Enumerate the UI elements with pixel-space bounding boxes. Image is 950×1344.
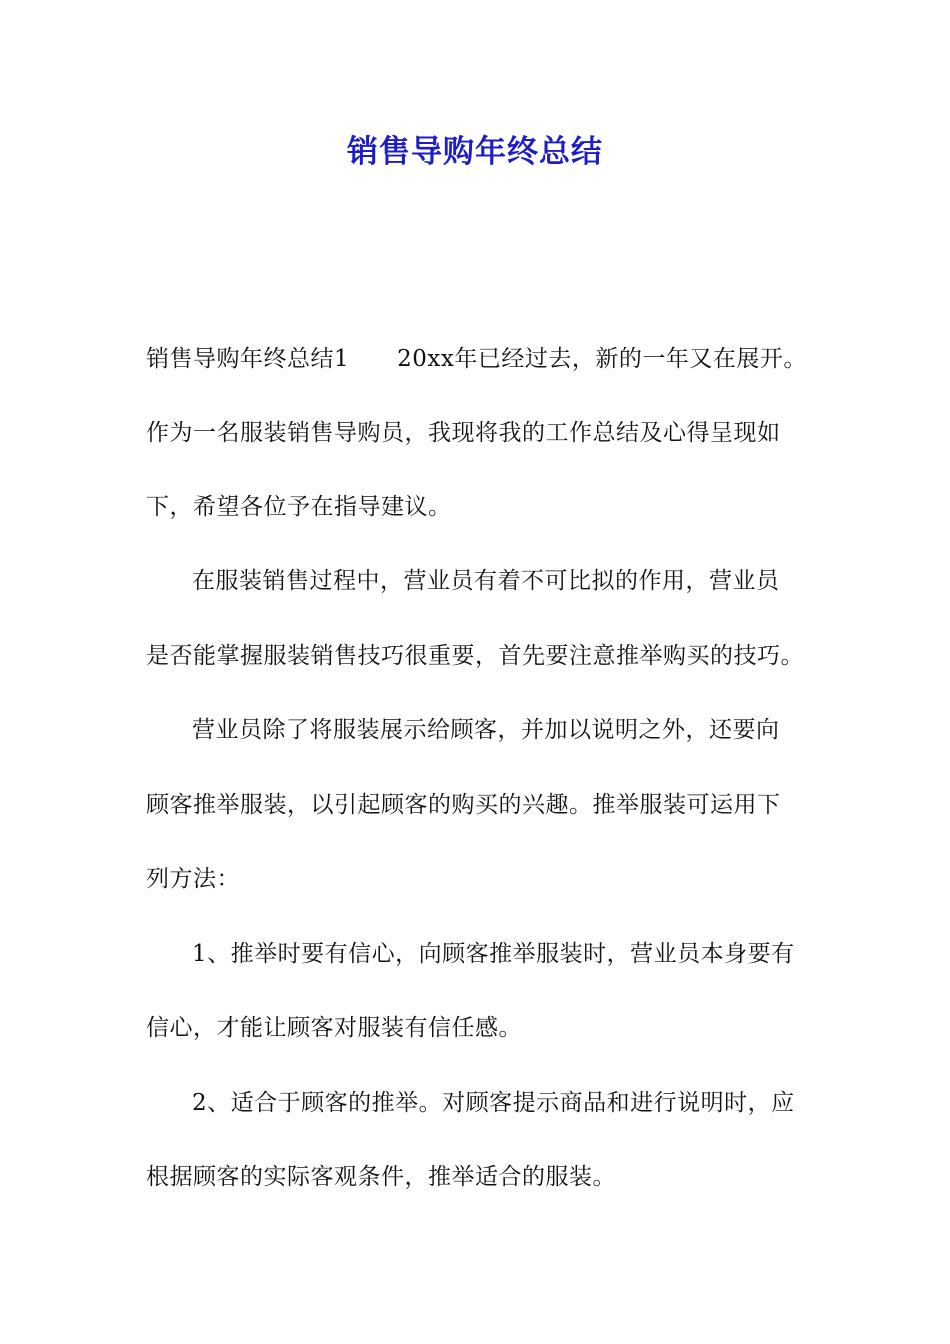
- paragraph-line-6: 营业员除了将服装展示给顾客，并加以说明之外，还要向: [192, 717, 780, 743]
- paragraph-line-5: 是否能掌握服装销售技巧很重要，首先要注意推举购买的技巧。: [146, 643, 804, 669]
- paragraph-line-3: 下，希望各位予在指导建议。: [146, 494, 452, 520]
- document-title: 销售导购年终总结: [347, 134, 603, 170]
- paragraph-line-1: [146, 344, 807, 374]
- list-item-2-line-2: 根据顾客的实际客观条件，推举适合的服装。: [146, 1164, 616, 1190]
- section-heading: 销售导购年终总结1: [146, 346, 350, 372]
- list-item-1-line-2: 信心，才能让顾客对服装有信任感。: [146, 1015, 522, 1041]
- paragraph-line-8: 列方法：: [146, 866, 240, 892]
- list-item-2-line-1: 2、适合于顾客的推举。对顾客提示商品和进行说明时，应: [192, 1090, 795, 1116]
- list-item-1-line-1: 1、推举时要有信心，向顾客推举服装时，营业员本身要有: [192, 941, 795, 967]
- paragraph-line-4: 在服装销售过程中，营业员有着不可比拟的作用，营业员: [192, 568, 780, 594]
- paragraph-line-7: 顾客推举服装，以引起顾客的购买的兴趣。推举服装可运用下: [146, 792, 781, 818]
- paragraph-line-2: 作为一名服装销售导购员，我现将我的工作总结及心得呈现如: [146, 420, 781, 446]
- paragraph-text: 20xx年已经过去，新的一年又在展开。: [397, 346, 807, 372]
